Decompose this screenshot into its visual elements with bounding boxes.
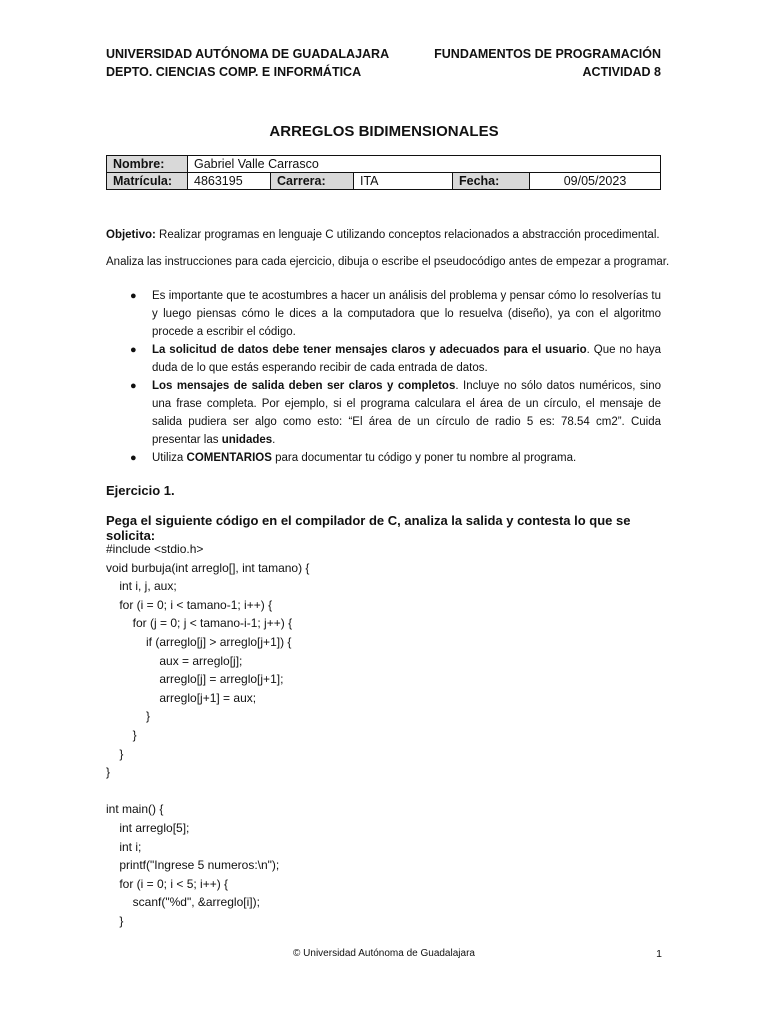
objective-paragraph: [106, 227, 666, 243]
department-name: DEPTO. CIENCIAS COMP. E INFORMÁTICA: [106, 65, 362, 79]
list-item: [106, 287, 661, 341]
document-title: ARREGLOS BIDIMENSIONALES: [269, 123, 499, 140]
bullet-text-end: .: [272, 434, 276, 446]
bullet-icon: ●: [130, 452, 137, 464]
bullet-bold-text: Los mensajes de salida deben ser claros y completos: [152, 380, 456, 392]
name-label: Nombre:: [107, 156, 188, 173]
header-left: [106, 45, 389, 81]
bullet-bold-text: La solicitud de datos debe tener mensajes claros y adecuados para el usuario: [152, 344, 587, 356]
footer-copyright: © Universidad Autónoma de Guadalajara: [293, 948, 475, 959]
bullet-text-pre: Utiliza: [152, 452, 187, 464]
list-item: [106, 341, 661, 377]
bullet-text: para documentar tu código y poner tu nombre al programa.: [271, 452, 577, 464]
bullet-text: . Que no haya duda de lo que estás esperando recibir de cada entrada de datos.: [152, 344, 661, 374]
list-item: [106, 449, 661, 467]
bullet-icon: ●: [130, 290, 137, 302]
student-info-table: [106, 155, 661, 190]
page-number: 1: [656, 948, 662, 960]
name-value: Gabriel Valle Carrasco: [188, 156, 661, 173]
bullet-text: . Incluye no sólo datos numéricos, sino una frase completa. Por ejemplo, si el programa calculara el área de un círculo, el mensaje de salida pudiera ser algo como esto: “El área de un círculo de radio 5 es: 78.54 cm2”. Cuida presentar las: [152, 380, 662, 446]
exercise-instruction: Pega el siguiente código en el compilador de C, analiza la salida y contesta lo que se solicita:: [106, 513, 631, 543]
objective-text: Realizar programas en lenguaje C utilizando conceptos relacionados a abstracción procedimental.: [155, 229, 660, 241]
university-name: UNIVERSIDAD AUTÓNOMA DE GUADALAJARA: [106, 47, 390, 61]
exercise-title: Ejercicio 1.: [106, 483, 175, 498]
bullet-text: Es importante que te acostumbres a hacer un análisis del problema y pensar cómo lo resolverías tu y luego piensas cómo le dices a la computadora que lo resuelva (diseño), ya con el algoritmo procede a escribir el código.: [152, 290, 661, 338]
course-name: FUNDAMENTOS DE PROGRAMACIÓN: [434, 47, 661, 61]
matricula-value: 4863195: [188, 173, 271, 190]
info-row-details: [107, 173, 661, 190]
fecha-label: Fecha:: [453, 173, 530, 190]
fecha-value: 09/05/2023: [530, 173, 661, 190]
carrera-label: Carrera:: [271, 173, 354, 190]
bullet-bold-units: unidades: [221, 434, 273, 446]
matricula-label: Matrícula:: [107, 173, 188, 190]
activity-number: ACTIVIDAD 8: [582, 65, 661, 79]
guidelines-list: [106, 287, 661, 467]
bullet-bold-text: COMENTARIOS: [186, 452, 272, 464]
info-row-name: [107, 156, 661, 173]
objective-label: Objetivo:: [106, 229, 156, 241]
bullet-icon: ●: [130, 380, 137, 392]
bullet-icon: ●: [130, 344, 137, 356]
carrera-value: ITA: [354, 173, 453, 190]
code-block: #include <stdio.h> void burbuja(int arreglo[], int tamano) { int i, j, aux; for (i = 0; i < tamano-1; i++) { for (j = 0; j < tamano-i-1; j++) { if (arreglo[j] > arreglo[j+1]) { aux = arreglo[j]; arreglo[j] = arreglo[j+1]; arreglo[j+1] = aux; } } } } int main() { int arreglo[5]; int i; printf("Ingrese 5 numeros:\n"); for (i = 0; i < 5; i++) { scanf("%d", &arreglo[i]); }: [106, 542, 310, 928]
instructions-paragraph: Analiza las instrucciones para cada ejercicio, dibuja o escribe el pseudocódigo antes de empezar a programar.: [106, 256, 670, 268]
header-right: [434, 45, 661, 81]
list-item: [106, 377, 661, 449]
